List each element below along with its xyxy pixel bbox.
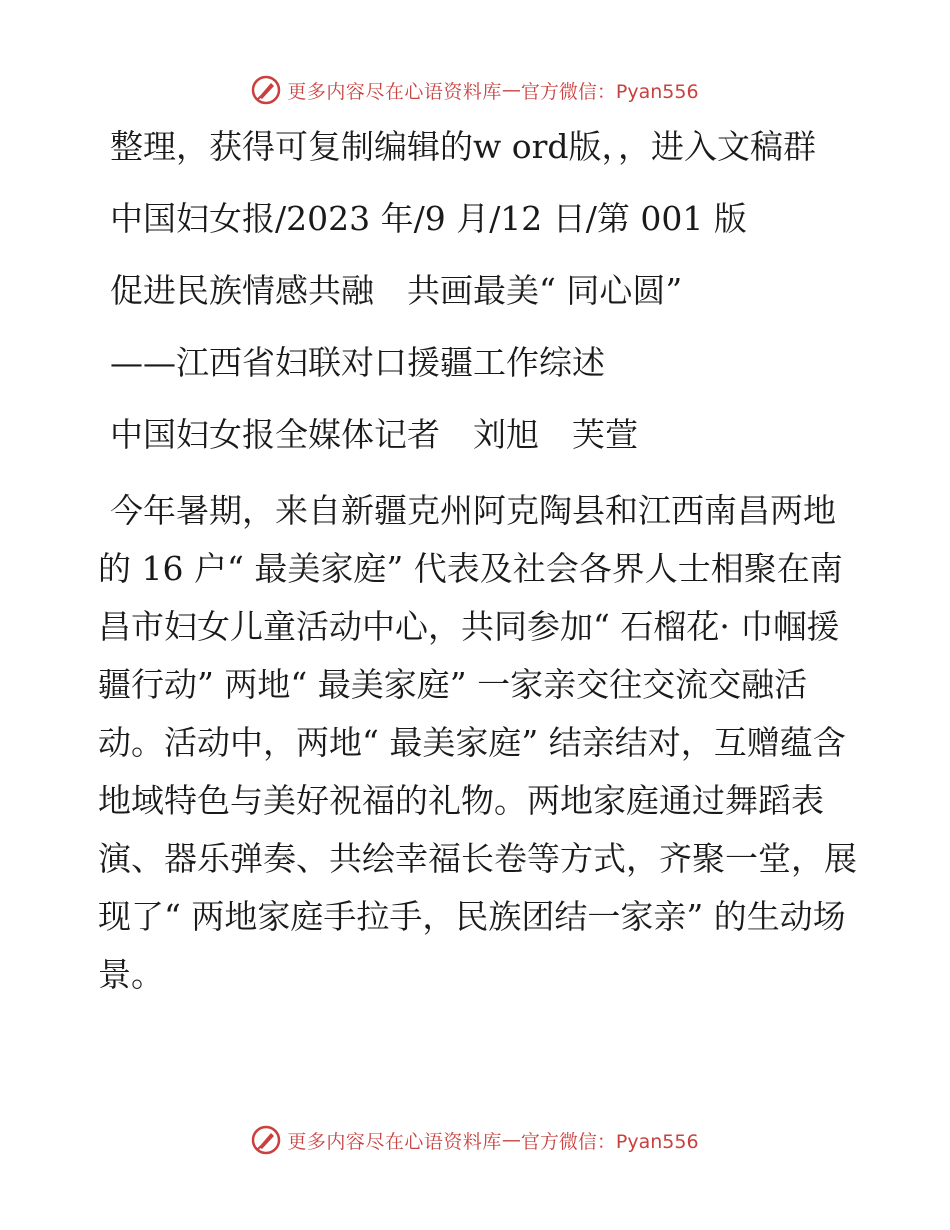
feather-pen-logo-icon	[251, 75, 281, 105]
byline: 中国妇女报全媒体记者 刘旭 芙萱	[110, 415, 638, 454]
header-banner	[0, 70, 950, 110]
headline: 促进民族情感共融 共画最美“ 同心圆”	[110, 271, 683, 310]
document-body	[98, 118, 858, 1004]
banner-separator: —	[501, 1129, 521, 1151]
banner-text: 更多内容尽在心语资料库	[287, 1130, 502, 1153]
source-line: 中国妇女报/2023 年/9 月/12 日/第 001 版	[110, 199, 747, 238]
banner-text: 更多内容尽在心语资料库	[287, 80, 502, 103]
banner-wechat: 官方微信：Pyan556	[520, 80, 699, 103]
body-paragraph: 今年暑期，来自新疆克州阿克陶县和江西南昌两地的 16 户“ 最美家庭” 代表及社会各界人士相聚在南昌市妇女儿童活动中心，共同参加“ 石榴花· 巾帼援疆行动” 两地“ 最美家庭” 一家亲交往交流交融活动。活动中，两地“ 最美家庭” 结亲结对，互赠蕴含地域特色与美好祝福的礼物。两地家庭通过舞蹈表演、器乐弹奏、共绘幸福长卷等方式，齐聚一堂，展现了“ 两地家庭手拉手，民族团结一家亲” 的生动场景。	[98, 491, 857, 994]
subtitle: ——江西省妇联对口援疆工作综述	[110, 343, 605, 382]
feather-pen-logo-icon	[251, 1125, 281, 1155]
banner-separator: —	[501, 79, 521, 101]
intro-note: 整理，获得可复制编辑的w ord版，，进入文稿群	[110, 127, 817, 166]
footer-banner	[0, 1120, 950, 1160]
banner-wechat: 官方微信：Pyan556	[520, 1130, 699, 1153]
